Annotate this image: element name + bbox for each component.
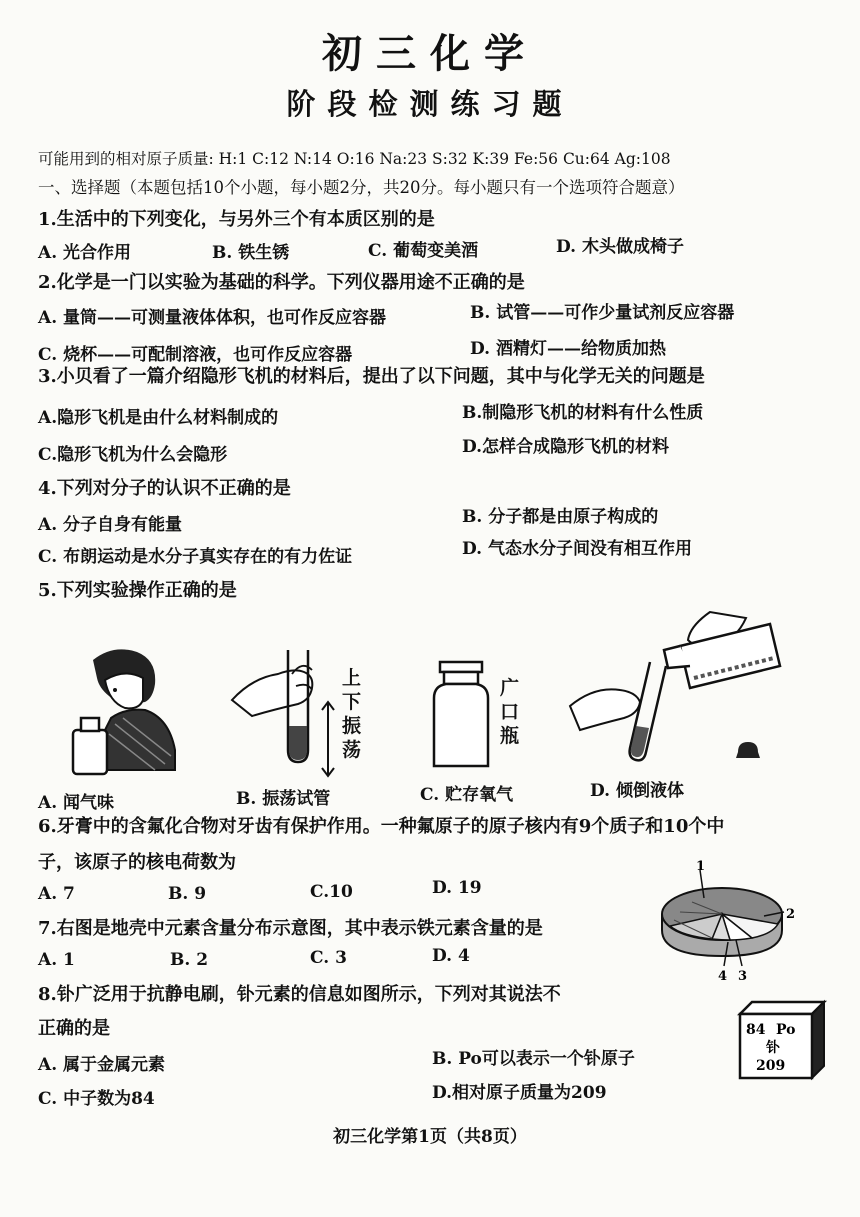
q6-option-d: D. 19 xyxy=(432,878,482,898)
question-8-line-2: 正确的是 xyxy=(38,1018,110,1039)
figure-pour xyxy=(570,606,785,776)
question-4: 4.下列对分子的认识不正确的是 xyxy=(38,478,291,499)
section-heading: 一、选择题（本题包括10个小题，每小题2分，共20分。每小题只有一个选项符合题意） xyxy=(38,178,685,197)
q5-option-d: D. 倾倒液体 xyxy=(590,781,684,801)
q7-option-c: C. 3 xyxy=(310,948,347,968)
q8-option-a: A. 属于金属元素 xyxy=(38,1055,166,1075)
q7-option-b: B. 2 xyxy=(170,950,209,970)
page-title: 初三化学 xyxy=(322,30,538,77)
q7-option-a: A. 1 xyxy=(38,950,75,970)
q4-option-c: C. 布朗运动是水分子真实存在的有力佐证 xyxy=(38,547,353,567)
question-6-line-1: 6.牙膏中的含氟化合物对牙齿有保护作用。一种氟原子的原子核内有9个质子和10个中 xyxy=(38,816,725,837)
q3-option-b: B.制隐形飞机的材料有什么性质 xyxy=(462,403,704,423)
q1-option-d: D. 木头做成椅子 xyxy=(556,237,684,257)
atomic-masses: 可能用到的相对原子质量: H:1 C:12 N:14 O:16 Na:23 S:32 K:39 Fe:56 Cu:64 Ag:108 xyxy=(38,150,671,168)
q2-option-d: D. 酒精灯——给物质加热 xyxy=(470,339,666,359)
element-mass: 209 xyxy=(756,1058,786,1074)
bottle-label-char: 口 xyxy=(500,701,520,723)
up-down-arrow-icon xyxy=(318,700,338,780)
figure-shake xyxy=(232,630,332,780)
q8-option-b: B. Po可以表示一个钋原子 xyxy=(432,1049,635,1069)
pie-label-1: 1 xyxy=(696,859,706,874)
q2-option-b: B. 试管——可作少量试剂反应容器 xyxy=(470,303,735,323)
child-head-icon xyxy=(93,649,155,708)
page-subtitle: 阶段检测练习题 xyxy=(286,87,574,121)
shake-label-char: 荡 xyxy=(342,739,362,761)
q6-option-a: A. 7 xyxy=(38,884,75,904)
question-3: 3.小贝看了一篇介绍隐形飞机的材料后，提出了以下问题，其中与化学无关的问题是 xyxy=(38,366,705,387)
child-body-icon xyxy=(101,710,175,770)
q4-option-b: B. 分子都是由原子构成的 xyxy=(462,507,659,527)
crust-pie-figure xyxy=(652,859,802,988)
element-symbol: Po xyxy=(776,1022,796,1038)
wide-mouth-bottle-icon xyxy=(434,662,488,766)
q6-option-c: C.10 xyxy=(310,882,353,902)
reagent-bottle-icon xyxy=(73,718,107,774)
bottle-label-char: 广 xyxy=(500,677,520,699)
q4-option-a: A. 分子自身有能量 xyxy=(38,515,183,535)
q7-option-d: D. 4 xyxy=(432,946,470,966)
pie-label-2: 2 xyxy=(786,907,796,922)
hand-holding-tube-icon xyxy=(570,689,640,730)
question-6-line-2: 子，该原子的核电荷数为 xyxy=(38,852,236,873)
question-8-line-1: 8.钋广泛用于抗静电刷，钋元素的信息如图所示，下列对其说法不 xyxy=(38,984,561,1005)
pie-label-4: 4 xyxy=(718,969,728,984)
question-5: 5.下列实验操作正确的是 xyxy=(38,580,237,601)
q3-option-c: C.隐形飞机为什么会隐形 xyxy=(38,445,228,465)
q8-option-d: D.相对原子质量为209 xyxy=(432,1083,607,1103)
figure-smell xyxy=(65,638,180,783)
q8-option-c: C. 中子数为84 xyxy=(38,1089,155,1109)
shake-label-char: 下 xyxy=(342,691,362,713)
q2-option-a: A. 量筒——可测量液体体积，也可作反应容器 xyxy=(38,308,387,328)
question-2: 2.化学是一门以实验为基础的科学。下列仪器用途不正确的是 xyxy=(38,272,525,293)
q5-option-a: A. 闻气味 xyxy=(38,793,115,813)
q1-option-a: A. 光合作用 xyxy=(38,243,132,263)
figure-bottle xyxy=(426,658,496,773)
hand-icon xyxy=(232,666,312,716)
bottle-label-char: 瓶 xyxy=(500,725,520,747)
q1-option-b: B. 铁生锈 xyxy=(212,243,290,263)
bottle-stopper-icon xyxy=(736,742,760,758)
question-7: 7.右图是地壳中元素含量分布示意图，其中表示铁元素含量的是 xyxy=(38,918,543,939)
element-card xyxy=(736,998,828,1082)
pie-chart-icon xyxy=(662,870,784,966)
q3-option-a: A.隐形飞机是由什么材料制成的 xyxy=(38,408,279,428)
question-1: 1.生活中的下列变化，与另外三个有本质区别的是 xyxy=(38,209,435,230)
q4-option-d: D. 气态水分子间没有相互作用 xyxy=(462,539,692,559)
bottle-label xyxy=(500,676,522,748)
q1-option-c: C. 葡萄变美酒 xyxy=(368,241,479,261)
page-footer: 初三化学第1页（共8页） xyxy=(333,1127,527,1147)
q5-option-b: B. 振荡试管 xyxy=(236,789,331,809)
q5-option-c: C. 贮存氧气 xyxy=(420,785,514,805)
q6-option-b: B. 9 xyxy=(168,884,207,904)
element-name: 钋 xyxy=(766,1040,780,1056)
q2-option-c: C. 烧杯——可配制溶液，也可作反应容器 xyxy=(38,345,353,365)
shake-label-char: 上 xyxy=(342,667,362,689)
pie-label-3: 3 xyxy=(738,969,748,984)
shake-label xyxy=(342,666,364,762)
q3-option-d: D.怎样合成隐形飞机的材料 xyxy=(462,437,670,457)
element-atomic-number: 84 xyxy=(746,1022,766,1038)
shake-label-char: 振 xyxy=(342,715,362,737)
